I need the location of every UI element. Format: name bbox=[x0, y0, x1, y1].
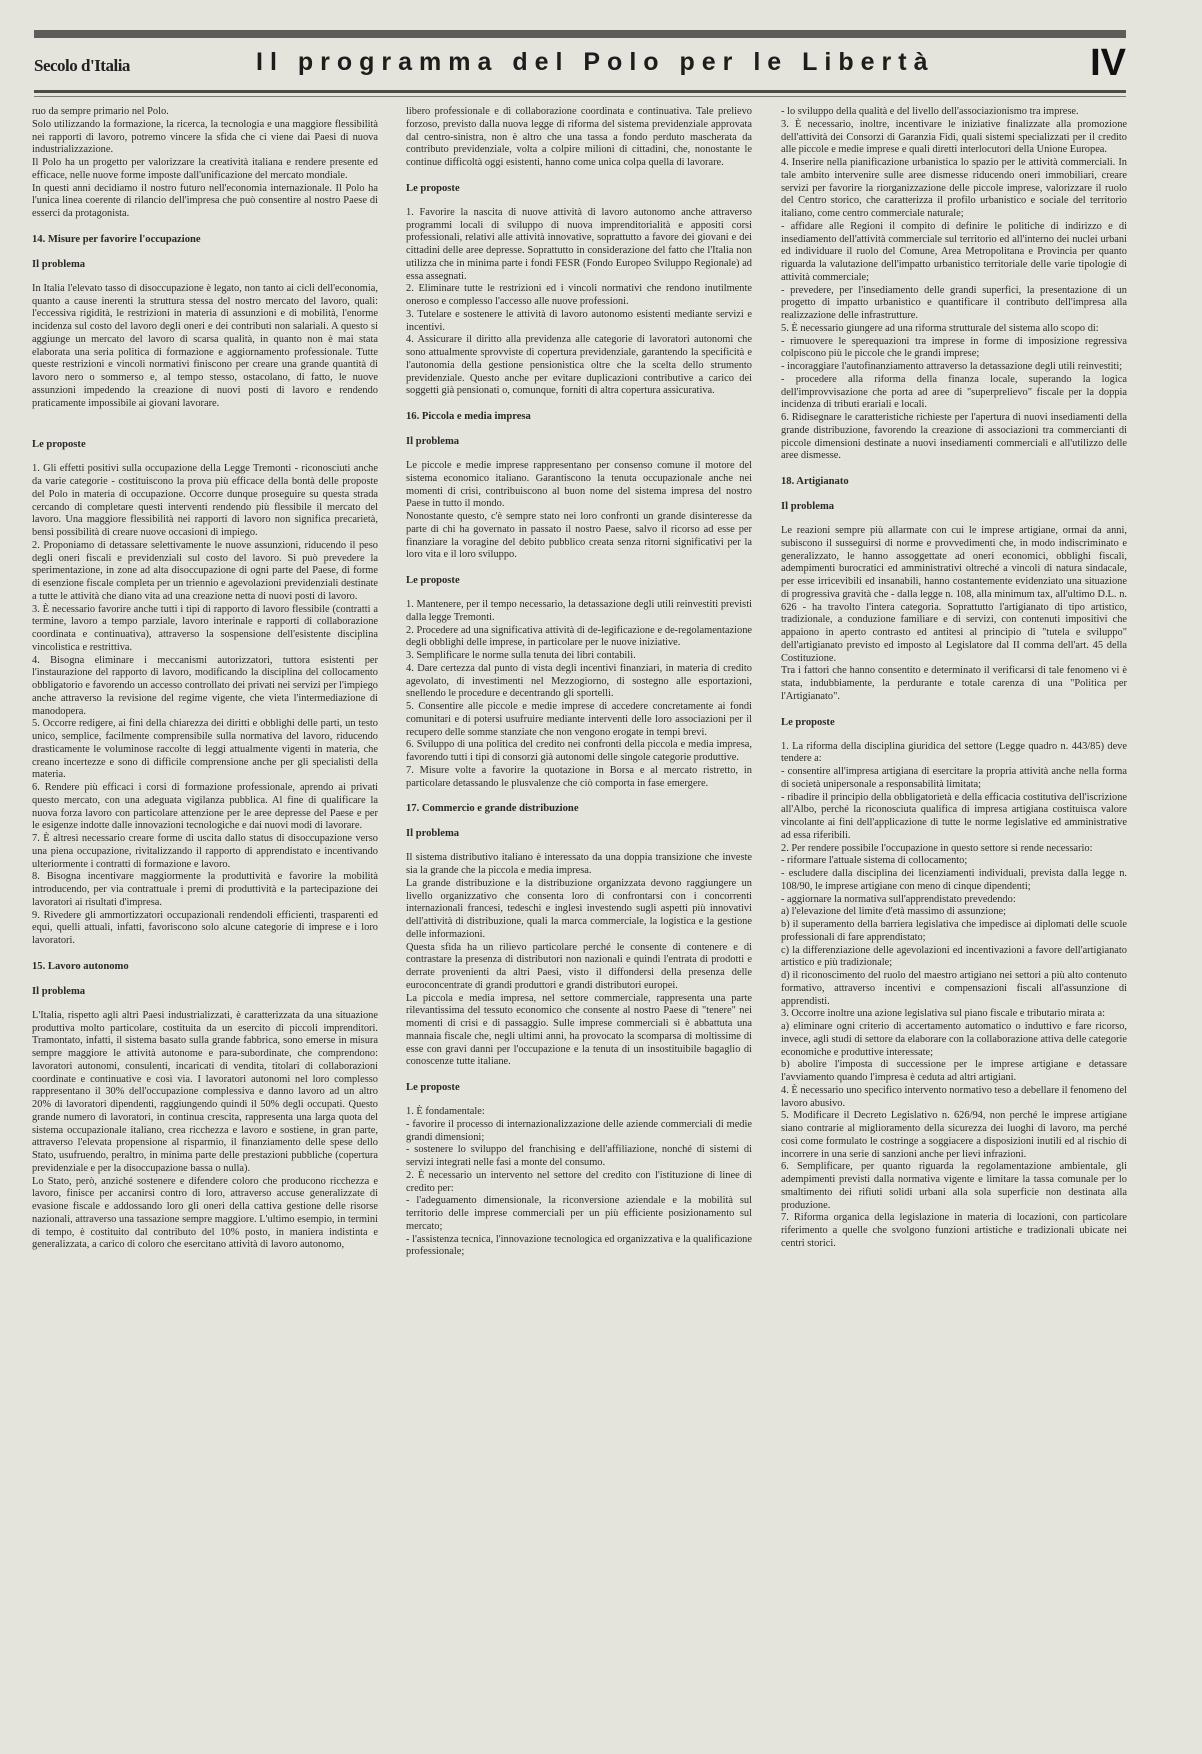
paragraph: 1. È fondamentale: bbox=[406, 1106, 485, 1117]
paragraph: 5. Occorre redigere, ai fini della chiarezza dei diritti e obblighi delle parti, un testo unico, semplice, facilmente comprensibile sulla normativa del lavoro, riducendo drasticamente le voluminose raccolte di leggi attualmente vigenti in materia, che creano incertezze e sono di difficile comprensione anche per gli specialisti della materia. bbox=[32, 718, 378, 781]
page-title: Il programma del Polo per le Libertà bbox=[256, 48, 935, 76]
article-column-2 bbox=[406, 106, 752, 1259]
paragraph: - incoraggiare l'autofinanziamento attraverso la detassazione degli utili reinvestiti; bbox=[781, 361, 1123, 372]
section-heading: Le proposte bbox=[32, 439, 86, 451]
spacer bbox=[406, 423, 752, 435]
paragraph: 3. È necessario favorire anche tutti i tipi di rapporto di lavoro flessibile (contratti a termine, lavoro a tempo parziale, lavoro interinale e rapporti di collaborazione coordinata e continuativa), attraverso la sospensione dell'esistente disciplina vincolistica e restrittiva. bbox=[32, 603, 378, 653]
paragraph: d) il riconoscimento del ruolo del maestro artigiano nei settori a più alto contenuto formativo, attraverso incentivi e compensazioni fiscali all'assunzione di apprendisti. bbox=[781, 970, 1127, 1007]
paragraph: Le reazioni sempre più allarmate con cui le imprese artigiane, ormai da anni, subiscono il susseguirsi di norme e provvedimenti che, in modo indiscriminato e generalizzato, le hanno assoggettate ad oneri economici, obblighi fiscali, adempimenti burocratici ed amministrativi oltreché a vincoli di natura sindacale, per esse irricevibili ed insanabili, hanno costantemente evidenziato una situazione di progressiva gravità che - dalla legge n. 108, alla minimum tax, all'ultimo D.L. n. 626 - ha travolto l'intera categoria. Soprattutto l'artigianato di tipo artistico, tradizionale, a conduzione familiare e di servizi, con contenuti impositivi che appaiono in aperto contrasto ed antitesi al principio di "tutela e sviluppo" dell'artigianato previsto ed imposto al Legislatore dal II comma dell'art. 45 della Costituzione. bbox=[781, 525, 1127, 664]
paragraph: a) eliminare ogni criterio di accertamento automatico o induttivo e fare ricorso, invece, agli studi di settore da elaborare con la collaborazione attiva delle categorie economiche e produttive interessate; bbox=[781, 1021, 1127, 1058]
spacer bbox=[32, 271, 378, 283]
paragraph: 7. Misure volte a favorire la quotazione in Borsa e al mercato ristretto, in particolare detassando le plusvalenze che ciò comporta in fase emergere. bbox=[406, 764, 752, 789]
masthead bbox=[34, 44, 1126, 86]
paragraph: La grande distribuzione e la distribuzione organizzata devono raggiungere un livello organizzativo che consenta loro di confrontarsi con i concorrenti internazionali francesi, tedeschi e inglesi investendo sugli aspetti più innovativi dell'attività di distribuzione, quali la marca commerciale, la logistica e la gestione delle informazioni. bbox=[406, 877, 752, 940]
paragraph: - lo sviluppo della qualità e del livello dell'associazionismo tra imprese. bbox=[781, 106, 1079, 117]
spacer bbox=[781, 704, 1127, 716]
paragraph: - aggiornare la normativa sull'apprendistato prevedendo: bbox=[781, 893, 1016, 905]
paragraph: Le piccole e medie imprese rappresentano per consenso comune il motore del sistema economico italiano. Garantiscono la tenuta occupazionale anche nei momenti di crisi, contribuiscono al buon nome del sistema impresa del nostro Paese in tutto il mondo. bbox=[406, 460, 752, 510]
paragraph: b) abolire l'imposta di successione per le imprese artigiane e detassare l'avviamento quando l'impresa è ceduta ad altri artigiani. bbox=[781, 1059, 1127, 1083]
paragraph: 3. È necessario, inoltre, incentivare le iniziative finalizzate alla promozione dell'attività dei Consorzi di Garanzia Fidi, quali sistemi specializzati per il credito alle piccole e medie imprese e quali diretti interlocutori della Unione Europea. bbox=[781, 118, 1127, 156]
paragraph: 2. Procedere ad una significativa attività di de-legificazione e de-regolamentazione degli obblighi delle imprese, in particolare per le nuove iniziative. bbox=[406, 624, 752, 649]
spacer bbox=[32, 998, 378, 1010]
paragraph: 4. È necessario uno specifico intervento normativo teso a debellare il fenomeno del lavoro abusivo. bbox=[781, 1084, 1127, 1109]
paragraph: libero professionale e di collaborazione coordinata e continuativa. Tale prelievo forzoso, previsto dalla nuova legge di riforma del sistema previdenziale approvata dal centro-sinistra, non è altro che una tassa a fondo perduto mascherata da contributo previdenziale, volta a colpire milioni di cittadini, che, nonostante le continue difficoltà oggi esistenti, hanno come unica colpa quella di lavorare. bbox=[406, 106, 752, 168]
paragraph: Il Polo ha un progetto per valorizzare la creatività italiana e rendere presente ed efficace, nelle nuove forme imposte dall'unificazione del mercato mondiale. bbox=[32, 157, 378, 181]
paragraph: Tra i fattori che hanno consentito e determinato il verificarsi di tale fenomeno vi è stata, indubbiamente, la perdurante e totale carenza di una "Politica per l'Artigianato". bbox=[781, 665, 1127, 702]
paragraph: - l'assistenza tecnica, l'innovazione tecnologica ed organizzativa e la qualificazione professionale; bbox=[406, 1233, 752, 1258]
header-rule-thin bbox=[34, 96, 1126, 97]
paragraph: a) l'elevazione del limite d'età massimo di assunzione; bbox=[781, 906, 1007, 918]
paragraph: 1. Favorire la nascita di nuove attività di lavoro autonomo anche attraverso programmi locali di sviluppo di nuova imprenditorialità e appositi corsi professionali, relativi alle attività innovative, soprattutto a favore dei giovani e dei cittadini delle aree depresse. Soprattutto in considerazione del fatto che l'Italia non utilizza che in minima parte i fondi FESR (Fondo Europeo Sviluppo Regionale) ad essa assegnati. bbox=[406, 206, 752, 282]
paragraph: 3. Occorre inoltre una azione legislativa sul piano fiscale e tributario mirata a: bbox=[781, 1008, 1106, 1020]
paragraph: Nonostante questo, c'è sempre stato nei loro confronti un grande disinteresse da parte di chi ha governato in passato il nostro Paese, salvo il ricorso ad esse per finanziare la voragine del debito pubblico creata senza ritorni significativi per la loro vita e il loro sviluppo. bbox=[406, 511, 752, 561]
paragraph: 1. Gli effetti positivi sulla occupazione della Legge Tremonti - riconosciuti anche da varie categorie - costituiscono la prova più efficace della bontà delle proposte del Polo in materia di occupazione. Occorre dunque proseguire su questa strada cercando di completare questi interventi rendendo più flessibile il mercato del lavoro. Una maggiore flessibilità nei rapporti di lavoro non significa precarietà, bensì possibilità di creare nuove occasioni di impiego. bbox=[32, 463, 378, 538]
paragraph: Solo utilizzando la formazione, la ricerca, la tecnologia e una maggiore flessibilità nei rapporti di lavoro, potremo vincere la sfida che ci viene dai Paesi di nuova industrializzazione. bbox=[32, 118, 378, 156]
article-column-3 bbox=[781, 106, 1127, 1251]
spacer bbox=[406, 1069, 752, 1081]
paragraph: 2. Per rendere possibile l'occupazione in questo settore si rende necessario: bbox=[781, 842, 1093, 854]
spacer bbox=[32, 246, 378, 258]
section-heading: 16. Piccola e media impresa bbox=[406, 411, 531, 422]
spacer bbox=[32, 973, 378, 985]
section-heading: Le proposte bbox=[781, 716, 835, 728]
spacer bbox=[406, 448, 752, 460]
paragraph: La piccola e media impresa, nel settore commerciale, rappresenta una parte rilevantissima del tessuto economico che consente al nostro Paese di "tenere" nei momenti di crisi e di passaggio. Sulle imprese commerciali si è abbattuta una mannaia fiscale che, negli ultimi anni, ha provocato la scomparsa di moltissime di esse con gravi danni per l'occupazione e la tenuta di un insostituibile bagaglio di conoscenze tutte italiane. bbox=[406, 992, 752, 1068]
paragraph: 4. Dare certezza dal punto di vista degli incentivi finanziari, in materia di credito agevolato, di investimenti nel Mezzogiorno, di sostegno alle esportazioni, snellendo le procedure e decentrando gli sportelli. bbox=[406, 662, 752, 700]
paragraph: 5. È necessario giungere ad una riforma strutturale del sistema allo scopo di: bbox=[781, 322, 1099, 334]
section-heading: Il problema bbox=[32, 258, 86, 270]
spacer bbox=[32, 948, 378, 960]
paragraph: Il sistema distributivo italiano è interessato da una doppia transizione che investe sia la grande che la piccola e media impresa. bbox=[406, 852, 752, 876]
spacer bbox=[32, 451, 378, 463]
section-heading: Le proposte bbox=[406, 182, 460, 194]
section-heading: Il problema bbox=[781, 501, 835, 512]
spacer bbox=[781, 488, 1127, 500]
spacer bbox=[32, 221, 378, 233]
paragraph: 5. Modificare il Decreto Legislativo n. 626/94, non perché le imprese artigiane siano contrarie al miglioramento della sicurezza dei luoghi di lavoro, ma perché così come formulato le costringe a soggiacere a disposizioni inutili ed al rischio di incorrere in una serie di sanzioni anche per lievi infrazioni. bbox=[781, 1110, 1127, 1160]
paragraph: - affidare alle Regioni il compito di definire le politiche di indirizzo e di insediamento dell'attività commerciale sul territorio ed all'interno dei nuclei urbani ed individuare il ruolo del Comune, Area Metropolitana e Provincia per quanto riguarda la valutazione dell'impatto urbanistico territoriale delle varie tipologie di attività commerciale; bbox=[781, 220, 1127, 283]
paragraph: 1. Mantenere, per il tempo necessario, la detassazione degli utili reinvestiti previsti dalla legge Tremonti. bbox=[406, 599, 752, 623]
section-heading: 14. Misure per favorire l'occupazione bbox=[32, 233, 201, 245]
spacer bbox=[781, 513, 1127, 525]
paragraph: In questi anni decidiamo il nostro futuro nell'economia internazionale. Il Polo ha l'unica linea coerente di rilancio dell'impresa che può consentire al nostro Paese di esserci da protagonista. bbox=[32, 182, 378, 219]
section-heading: Il problema bbox=[406, 436, 460, 447]
paragraph: 1. La riforma della disciplina giuridica del settore (Legge quadro n. 443/85) deve tendere a: bbox=[781, 740, 1127, 765]
paragraph: 4. Bisogna eliminare i meccanismi autorizzatori, tuttora esistenti per l'instaurazione del rapporto di lavoro, modificando la disciplina del collocamento obbligatorio e favorendo un accesso controllato dei privati nei servizi per l'impiego anche attraverso la revisione del regime vigente, che vieta l'intermediazione di manodopera. bbox=[32, 654, 378, 717]
paragraph: - riformare l'attuale sistema di collocamento; bbox=[781, 855, 968, 867]
section-heading: Il problema bbox=[406, 828, 460, 840]
spacer bbox=[781, 463, 1127, 475]
paragraph: 2. Proponiamo di detassare selettivamente le nuove assunzioni, riducendo il peso degli oneri fiscali e previdenziali sul costo del lavoro. Si può prevedere la sperimentazione, in zone ad alta disoccupazione di ogni parte del Paese, di forme di esenzione fiscale completa per un triennio e agevolazioni previdenziali destinate a tutte le attività che diano vita ad una creazione netta di nuovi posti di lavoro. bbox=[32, 539, 378, 602]
paragraph: - ribadire il principio della obbligatorietà e della efficacia costitutiva dell'iscrizione all'Albo, perché la riconosciuta qualifica di impresa artigiana costituisca valore vincolante ai fini dell'applicazione di tutte le norme legislative ed amministrative ad essa riferibili. bbox=[781, 791, 1127, 841]
paragraph: - escludere dalla disciplina dei licenziamenti individuali, prevista dalla legge n. 108/90, le imprese artigiane con meno di cinque dipendenti; bbox=[781, 868, 1127, 892]
paragraph: 6. Rendere più efficaci i corsi di formazione professionale, aprendo ai privati questo mercato, con una adeguata vigilanza pubblica. Al fine di qualificare la nuova forza lavoro con particolare attenzione per le aree depresse del Paese e per le esigenze indotte dalle innovazioni tecnologiche e dai nuovi modi di lavorare. bbox=[32, 782, 378, 832]
paragraph: 9. Rivedere gli ammortizzatori occupazionali rendendoli efficienti, trasparenti ed equi, quelli attuali, infatti, favoriscono solo alcune categorie di imprese e i loro lavoratori. bbox=[32, 909, 378, 946]
paragraph: 6. Sviluppo di una politica del credito nei confronti della piccola e media impresa, favorendo tutti i tipi di consorzi già autonomi delle singole categorie produttive. bbox=[406, 739, 752, 763]
spacer bbox=[406, 170, 752, 182]
paragraph: 6. Semplificare, per quanto riguarda la regolamentazione ambientale, gli adempimenti previsti dalla normativa vigente e limitare la tassa comunale per lo smaltimento dei rifiuti solidi urbani alla sola superficie non destinata alla produzione. bbox=[781, 1161, 1127, 1211]
section-heading: Il problema bbox=[32, 985, 86, 997]
spacer bbox=[406, 815, 752, 827]
paragraph: - consentire all'impresa artigiana di esercitare la propria attività anche nella forma di società unipersonale a responsabilità limitata; bbox=[781, 766, 1127, 790]
newspaper-name: Secolo d'Italia bbox=[34, 56, 130, 75]
paragraph: ruo da sempre primario nel Polo. bbox=[32, 106, 169, 117]
paragraph: 4. Assicurare il diritto alla previdenza alle categorie di lavoratori autonomi che sono attualmente sprovviste di copertura previdenziale, garantendo la specificità e l'autonomia della gestione pensionistica oltre che la scelta dello strumento previdenziale. Questo anche per evitare duplicazioni contributive a carico dei soggetti già pensionati o, comunque, forniti di altra copertura assicurativa. bbox=[406, 334, 752, 397]
paragraph: c) la differenziazione delle agevolazioni ed incentivazioni a favore dell'artigianato artistico e più tradizionale; bbox=[781, 944, 1127, 969]
paragraph: - sostenere lo sviluppo del franchising e dell'affiliazione, nonché di sistemi di servizi integrati nelle fasi a monte del consumo. bbox=[406, 1144, 752, 1168]
paragraph: 2. Eliminare tutte le restrizioni ed i vincoli normativi che rendono inutilmente oneroso e complesso l'accesso alle nuove professioni. bbox=[406, 283, 752, 307]
paragraph: 8. Bisogna incentivare maggiormente la produttività e favorire la mobilità introducendo, per via contrattuale i premi di produttività e la partecipazione dei lavoratori ai risultati d'impresa. bbox=[32, 871, 378, 908]
paragraph: In Italia l'elevato tasso di disoccupazione è legato, non tanto ai cicli dell'economia, quanto a cause inerenti la struttura stessa del nostro mercato del lavoro, quali: l'eccessiva rigidità, le restrizioni in materia di assunzioni e di mobilità, l'enorme incidenza sul costo del lavoro degli oneri e dei contributi non salariali. A questo si aggiunge un mercato del lavoro di scarsa qualità, in quanto non è mai stata elaborata una seria politica di formazione e aggiornamento professionale. Tutte queste restrizioni e vincoli normativi finiscono per creare una grande quantità di lavoro nero o sommerso e, al tempo stesso, ostacolano, di fatto, le nuove assunzioni impedendo la creazione di nuovi posti di lavoro e rendendo praticamente impossibile ai giovani lavorare. bbox=[32, 282, 378, 409]
article-column-1 bbox=[32, 106, 378, 1252]
spacer bbox=[406, 790, 752, 802]
header-rule bbox=[34, 90, 1126, 93]
spacer bbox=[406, 1094, 752, 1106]
section-heading: Le proposte bbox=[406, 1082, 460, 1093]
paragraph: 6. Ridisegnare le caratteristiche richieste per l'apertura di nuovi insediamenti della grande distribuzione, favorendo la creazione di associazioni tra commercianti di piccole dimensioni destinate a nuovi insediamenti commerciali e all'utilizzo delle aree dismesse. bbox=[781, 412, 1127, 462]
paragraph: 3. Tutelare e sostenere le attività di lavoro autonomo esistenti mediante servizi e incentivi. bbox=[406, 308, 752, 333]
paragraph: b) il superamento della barriera legislativa che impedisce ai diplomati delle scuole professionali di fare apprendistato; bbox=[781, 919, 1127, 943]
paragraph: 5. Consentire alle piccole e medie imprese di accedere concretamente ai fondi comunitari e di potersi usufruire mediante interventi delle loro associazioni per il recupero delle somme stanziate che non vengono erogate in tempi brevi. bbox=[406, 701, 752, 738]
paragraph: Questa sfida ha un rilievo particolare perché le consente di contenere e di contrastare la presenza di distributori non nazionali e quindi l'entrata di prodotti e derrate provenienti da altri Paesi, visto il diffondersi della presenza delle euroconcentrate di grandi produttori e grandi distributori europei. bbox=[406, 941, 752, 991]
page-number: IV bbox=[1090, 42, 1126, 84]
paragraph: 4. Inserire nella pianificazione urbanistica lo spazio per le attività commerciali. In tale ambito intervenire sulle aree dismesse riducendo oneri immobiliari, creare servizi per favorire la riorganizzazione delle piccole imprese, valorizzare il ruolo del Centro storico, che caratterizza il profilo urbanistico e sociale del territorio italiano, come centro commerciale naturale; bbox=[781, 157, 1127, 219]
paragraph: L'Italia, rispetto agli altri Paesi industrializzati, è caratterizzata da una situazione produttiva molto particolare, costituita da un esercito di piccoli imprenditori. Tramontato, infatti, il sistema basato sulla grande fabbrica, sono emerse in misura sempre maggiore le attività autonome e para-subordinate, che comprendono: lavoratori autonomi, consulenti, incaricati di vendita, titolari di collaborazioni coordinate e continuative e così via. I lavoratori autonomi nel loro complesso rappresentano il 30% dell'occupazione complessiva e danno lavoro ad un altro 20% di lavoratori dipendenti, raggiungendo quindi il 50% degli occupati. Questo grande numero di lavoratori, in continua crescita, rappresenta una larga quota del sistema occupazionale italiano, crea ricchezza e lavoro e sostiene, in gran parte, attraverso l'elevata propensione al risparmio, il finanziamento delle spese dello Stato, usufruendo, peraltro, in minima parte delle prestazioni pubbliche (copertura previdenziale e per la disoccupazione bassa o nulla). bbox=[32, 1009, 378, 1174]
paragraph: - favorire il processo di internazionalizzazione delle aziende commerciali di medie grandi dimensioni; bbox=[406, 1118, 752, 1143]
spacer bbox=[406, 398, 752, 410]
paragraph: 7. È altresì necessario creare forme di uscita dallo status di disoccupazione verso una piena occupazione, rivitalizzando il rapporto di apprendistato e incentivando ulteriormente i contratti di formazione e lavoro. bbox=[32, 833, 378, 870]
section-heading: Le proposte bbox=[406, 575, 460, 586]
paragraph: 2. È necessario un intervento nel settore del credito con l'istituzione di linee di credito per: bbox=[406, 1169, 752, 1194]
paragraph: 7. Riforma organica della legislazione in materia di locazioni, con particolare riferimento a quelle che svolgono funzioni artistiche e tradizionali ubicate nei centri storici. bbox=[781, 1212, 1127, 1249]
section-heading: 15. Lavoro autonomo bbox=[32, 960, 129, 972]
paragraph: 3. Semplificare le norme sulla tenuta dei libri contabili. bbox=[406, 650, 636, 661]
paragraph: - prevedere, per l'insediamento delle grandi superfici, la presentazione di un progetto di impatto urbanistico e quantificare il contributo dell'impresa alla realizzazione delle infrastrutture. bbox=[781, 284, 1127, 321]
paragraph: - procedere alla riforma della finanza locale, superando la logica dell'improvvisazione che porta ad aree di "superprelievo" fiscale per la doppia incidenza di tributi erariali e locali. bbox=[781, 373, 1127, 411]
spacer bbox=[406, 195, 752, 207]
spacer bbox=[406, 587, 752, 599]
spacer bbox=[406, 840, 752, 852]
spacer bbox=[32, 410, 378, 438]
section-heading: 18. Artigianato bbox=[781, 476, 849, 487]
paragraph: - l'adeguamento dimensionale, la riconversione aziendale e la mobilità sul territorio delle imprese commerciali per un più efficiente posizionamento sul mercato; bbox=[406, 1195, 752, 1232]
spacer bbox=[781, 729, 1127, 741]
paragraph: Lo Stato, però, anziché sostenere e difendere coloro che producono ricchezza e lavoro, finisce per accanirsi contro di loro, attraverso accuse generalizzate di evasione fiscale e addossando loro gli oneri della cattiva gestione delle risorse nazionali, attraverso una tassazione sempre maggiore. L'ultimo esempio, in termini di tempo, è costituito dal contributo del 10% posto, in maniera indistinta e generalizzata, a carico di coloro che esercitano attività di lavoro autonomo, bbox=[32, 1175, 378, 1251]
section-heading: 17. Commercio e grande distribuzione bbox=[406, 803, 579, 815]
top-decorative-bar bbox=[34, 30, 1126, 38]
paragraph: - rimuovere le sperequazioni tra imprese in forme di imposizione regressiva colpiscono più le piccole che le grandi imprese; bbox=[781, 335, 1127, 360]
spacer bbox=[406, 562, 752, 574]
